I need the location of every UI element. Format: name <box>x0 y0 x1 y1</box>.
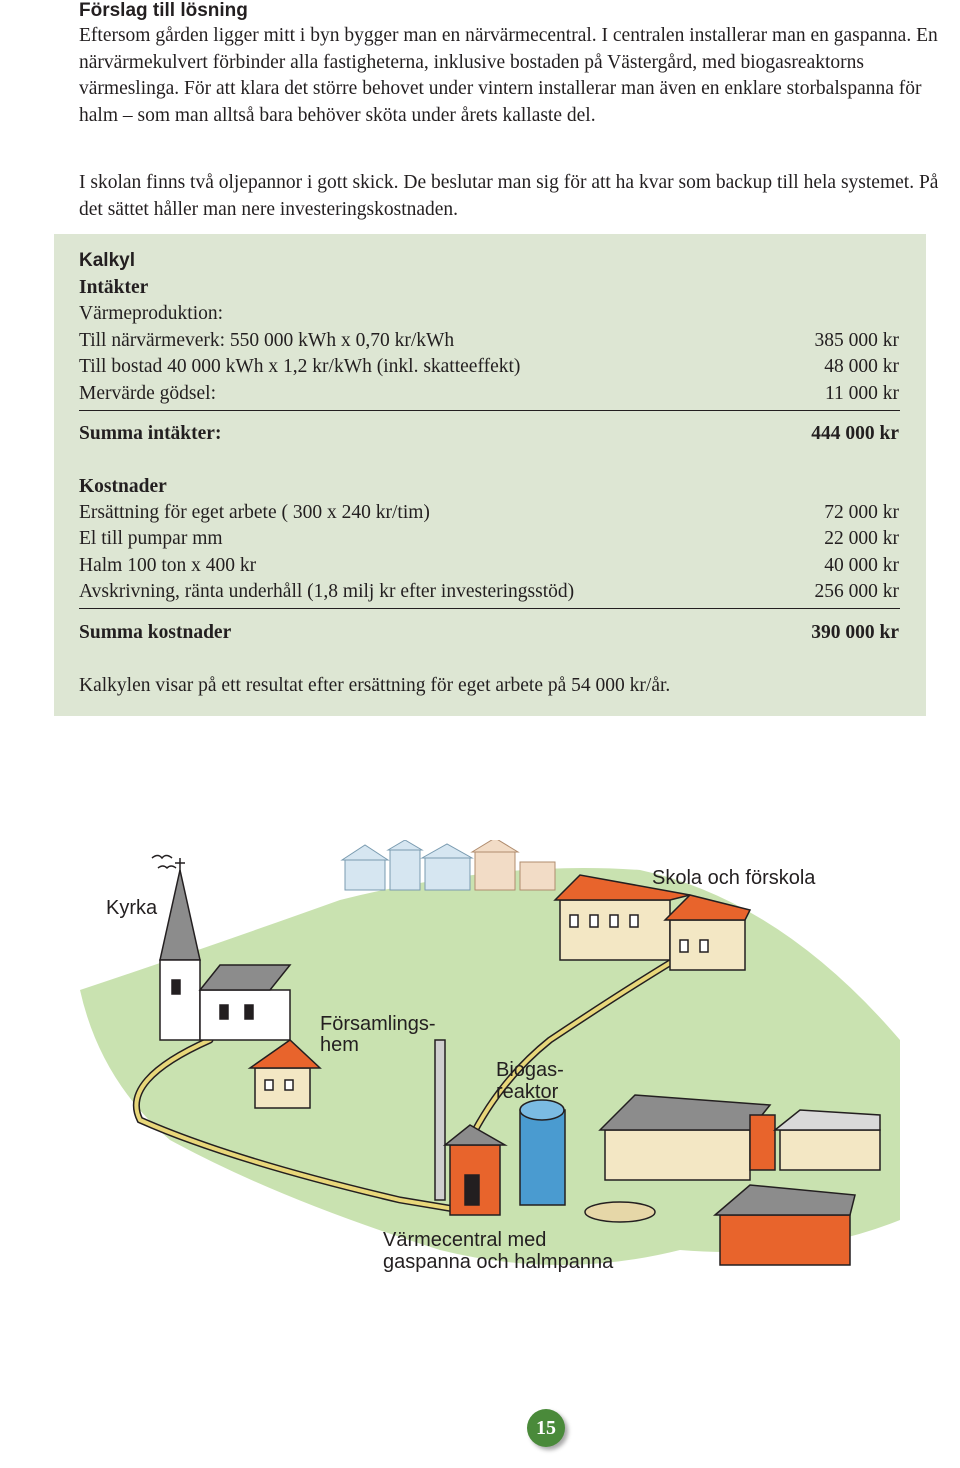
income-total-value: 444 000 kr <box>811 423 899 444</box>
background-houses-warm <box>472 840 555 890</box>
income-total-label: Summa intäkter: <box>79 423 222 444</box>
label-church: Kyrka <box>106 897 158 919</box>
row-value: 385 000 kr <box>814 330 899 351</box>
intro-paragraph: Eftersom gården ligger mitt i byn bygger man en närvärmecentral. I centralen installerar man en gaspanna. En närvärmekulvert förbinder alla fastigheterna, inklusive bostaden på Västergård, med biogasreaktorns värmeslinga. För att klara det större behovet under vintern installerar man även en enklare storbalspanna för halm – som man alltså bara behöver sköta under årets kallaste del. <box>79 25 938 126</box>
page-number: 15 <box>536 1417 556 1439</box>
conclusion-row <box>79 673 899 699</box>
school-icon <box>555 875 750 970</box>
label-central-1: Värmecentral med <box>383 1229 547 1251</box>
label-biogas-1: Biogas- <box>496 1059 564 1081</box>
label-parish-2: hem <box>320 1034 359 1056</box>
conclusion-text: Kalkylen visar på ett resultat efter ersättning för eget arbete på 54 000 kr/år. <box>79 675 671 696</box>
income-heading-label: Intäkter <box>79 277 149 298</box>
row-value: 40 000 kr <box>824 555 899 576</box>
income-total-row <box>79 421 899 447</box>
cost-total-row <box>79 620 899 646</box>
bird-icon <box>158 866 176 868</box>
calculation-title: Kalkyl <box>79 250 135 271</box>
village-illustration <box>80 840 900 1280</box>
bird-icon <box>152 856 172 859</box>
row-label: Mervärde gödsel: <box>79 383 216 404</box>
section-heading: Förslag till lösning <box>79 0 248 21</box>
page-number-badge <box>527 1409 565 1447</box>
cost-row <box>79 579 899 605</box>
row-value: 72 000 kr <box>824 502 899 523</box>
row-label: Ersättning för eget arbete ( 300 x 240 kr/tim) <box>79 502 430 523</box>
row-label: Till närvärmeverk: 550 000 kWh x 0,70 kr/kWh <box>79 330 455 351</box>
income-heading <box>79 275 899 301</box>
row-label: Halm 100 ton x 400 kr <box>79 555 257 576</box>
cost-row <box>79 500 899 526</box>
cost-total-value: 390 000 kr <box>811 622 899 643</box>
background-houses <box>342 840 472 890</box>
barn-icon <box>600 1095 775 1180</box>
cost-row <box>79 553 899 579</box>
income-subheading <box>79 301 899 327</box>
row-value: 48 000 kr <box>824 356 899 377</box>
income-divider <box>79 410 900 411</box>
label-parish-1: Församlings- <box>320 1013 436 1035</box>
cost-total-label: Summa kostnader <box>79 622 232 643</box>
cost-heading <box>79 474 899 500</box>
label-school: Skola och förskola <box>652 867 816 889</box>
row-value: 256 000 kr <box>814 581 899 602</box>
storage-building-icon <box>715 1185 855 1265</box>
income-subheading-label: Värmeproduktion: <box>79 303 224 324</box>
row-label: El till pumpar mm <box>79 528 223 549</box>
calculation-box <box>54 234 926 716</box>
income-row <box>79 328 899 354</box>
label-central-2: gaspanna och halmpanna <box>383 1251 614 1273</box>
income-row <box>79 354 899 380</box>
row-label: Avskrivning, ränta underhåll (1,8 milj kr efter investeringsstöd) <box>79 581 575 602</box>
backup-paragraph: I skolan finns två oljepannor i gott skick. De beslutar man sig för att ha kvar som backup till hela systemet. På det sättet håller man nere investeringskostnaden. <box>79 172 939 220</box>
label-biogas-2: reaktor <box>496 1081 559 1103</box>
row-value: 22 000 kr <box>824 528 899 549</box>
row-value: 11 000 kr <box>824 383 899 404</box>
cost-divider <box>79 608 900 609</box>
stable-icon <box>775 1110 880 1170</box>
cost-row <box>79 526 899 552</box>
row-label: Till bostad 40 000 kWh x 1,2 kr/kWh (inkl. skatteeffekt) <box>79 356 521 377</box>
income-row <box>79 381 899 407</box>
cost-heading-label: Kostnader <box>79 476 167 497</box>
